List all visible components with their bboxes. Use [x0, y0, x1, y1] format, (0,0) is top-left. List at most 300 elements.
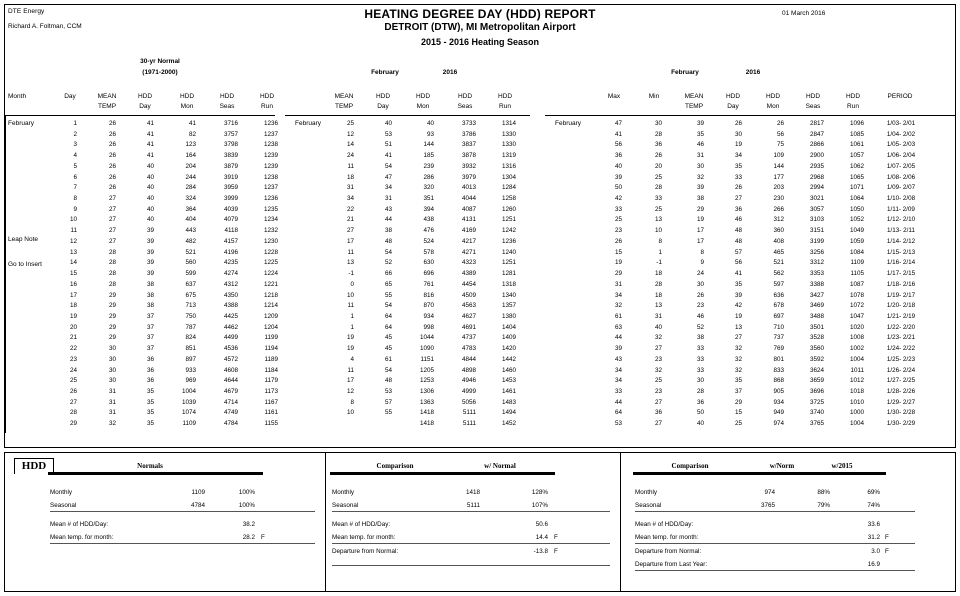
current-hdd-seas-28: 5111 [462, 409, 476, 417]
prior-hdd-run-29: 1004 [849, 420, 864, 428]
current-mean-temp-9: 22 [346, 205, 354, 213]
panel2-mean-temp-unit: F [554, 534, 558, 541]
normal-mean-temp-8: 27 [108, 195, 116, 203]
prior-mean-temp-18: 23 [696, 302, 704, 310]
header-rule-mid [285, 115, 530, 116]
normal-hdd-seas-4: 3839 [223, 152, 238, 160]
panel2-title-right: w/ Normal [484, 462, 516, 470]
current-hdd-seas-7: 4013 [461, 184, 476, 192]
prior-hdd-day-28: 15 [734, 409, 742, 417]
current-mean-temp-6: 18 [346, 173, 354, 181]
current-hdd-mon-17: 816 [423, 291, 434, 299]
normal-hdd-run-5: 1239 [263, 162, 278, 170]
prior-hdd-seas-29: 3765 [809, 420, 824, 428]
normal-hdd-seas-18: 4388 [223, 302, 238, 310]
current-hdd-seas-6: 3979 [461, 173, 476, 181]
current-hdd-mon-24: 1205 [419, 366, 434, 374]
go-to-insert-label: Go to Insert [8, 261, 42, 268]
prior-period-23: 1/25- 2/23 [886, 355, 916, 363]
normal-day-15: 15 [69, 270, 77, 278]
prior-hdd-mon-17: 636 [773, 291, 784, 299]
prior-period-22: 1/24- 2/22 [886, 345, 916, 353]
normal-day-9: 9 [73, 205, 77, 213]
prior-hdd-mon-24: 833 [773, 366, 784, 374]
normal-hdd-run-14: 1225 [263, 259, 278, 267]
prior-hdd-run-6: 1065 [849, 173, 864, 181]
colhead-normal-hdd-seas-line1: HDD [219, 93, 235, 100]
panel1-seasonal-value: 4784 [190, 502, 205, 509]
current-hdd-seas-14: 4323 [461, 259, 476, 267]
prior-min-2: 28 [654, 130, 662, 138]
normal-hdd-run-17: 1218 [263, 291, 278, 299]
current-hdd-day-21: 45 [384, 334, 392, 342]
prior-max-12: 26 [614, 237, 622, 245]
colhead-current-hdd-run [488, 92, 522, 112]
panel3-seasonal-pct1: 79% [817, 502, 830, 509]
panel1-seasonal-label: Seasonal [50, 502, 77, 509]
panel3-seasonal-pct2: 74% [867, 502, 880, 509]
current-hdd-day-1: 40 [384, 120, 392, 127]
prior-period-18: 1/20- 2/18 [886, 302, 916, 310]
normal-mean-temp-23: 30 [108, 355, 116, 363]
normal-hdd-run-28: 1161 [264, 409, 278, 417]
panel2-mean-hdd-label: Mean # of HDD/Day: [332, 521, 391, 528]
normal-mean-temp-1: 26 [108, 120, 116, 127]
current-hdd-mon-13: 578 [423, 248, 434, 256]
current-hdd-mon-3: 144 [423, 141, 434, 149]
colhead-prior-max [600, 92, 628, 102]
prior-max-1: 47 [614, 120, 622, 127]
prior-period-21: 1/23- 2/21 [886, 334, 916, 342]
prior-mean-temp-10: 19 [696, 216, 704, 224]
company-name: DTE Energy [8, 8, 45, 15]
prior-hdd-seas-23: 3592 [809, 355, 824, 363]
normal-hdd-run-7: 1237 [263, 184, 278, 192]
prior-hdd-day-18: 42 [734, 302, 742, 310]
colhead-normal-hdd-mon-line2: Mon [180, 103, 194, 110]
prior-hdd-mon-7: 203 [773, 184, 784, 192]
prior-period-24: 1/26- 2/24 [886, 366, 916, 374]
current-hdd-day-16: 65 [384, 280, 392, 288]
current-hdd-mon-15: 696 [423, 270, 434, 278]
colhead-day-line2: Day [64, 93, 76, 100]
panel2-monthly-value: 1418 [465, 489, 480, 496]
normal-hdd-day-24: 36 [146, 366, 154, 374]
colhead-prior-hdd-mon-line1: HDD [765, 93, 781, 100]
colhead-prior-mean-temp-line2: TEMP [684, 103, 704, 110]
normal-hdd-seas-11: 4118 [224, 227, 238, 235]
normal-hdd-seas-29: 4784 [223, 420, 238, 428]
current-mean-temp-7: 31 [346, 184, 354, 192]
current-hdd-run-7: 1284 [501, 184, 516, 192]
report-station: DETROIT (DTW), MI Metropolitan Airport [384, 22, 576, 33]
normal-mean-temp-27: 31 [108, 398, 116, 406]
normal-hdd-mon-27: 1039 [181, 398, 196, 406]
current-hdd-run-18: 1357 [501, 302, 516, 310]
prior-hdd-mon-19: 697 [773, 312, 784, 320]
current-hdd-run-22: 1420 [501, 345, 516, 353]
colhead-current-hdd-mon-line2: Mon [416, 103, 430, 110]
normal-hdd-day-13: 39 [146, 248, 154, 256]
prior-mean-temp-2: 35 [696, 130, 704, 138]
prior-hdd-run-9: 1050 [849, 205, 864, 213]
panel2-mean-temp-label: Mean temp. for month: [332, 534, 396, 541]
hdd-tag: HDD [14, 458, 54, 474]
prior-mean-temp-27: 36 [696, 398, 704, 406]
current-mean-temp-16: 0 [350, 280, 354, 288]
current-hdd-run-15: 1281 [501, 270, 516, 278]
current-hdd-day-7: 34 [384, 184, 392, 192]
prior-period-3: 1/05- 2/03 [886, 141, 916, 149]
current-hdd-seas-20: 4691 [461, 323, 476, 331]
prior-hdd-seas-18: 3469 [809, 302, 824, 310]
prior-hdd-mon-10: 312 [773, 216, 784, 224]
prior-min-5: 20 [654, 162, 662, 170]
current-hdd-day-20: 64 [384, 323, 392, 331]
prior-hdd-mon-3: 75 [776, 141, 784, 149]
normal-hdd-seas-3: 3798 [223, 141, 238, 149]
normal-mean-temp-3: 26 [108, 141, 116, 149]
prior-period-7: 1/09- 2/07 [886, 184, 916, 192]
normal-hdd-seas-6: 3919 [223, 173, 238, 181]
normal-hdd-seas-14: 4235 [223, 259, 238, 267]
vrule-left [5, 115, 6, 433]
normal-hdd-day-20: 37 [146, 323, 154, 331]
prior-hdd-day-23: 32 [734, 355, 742, 363]
prior-min-15: 18 [654, 270, 662, 278]
prior-hdd-seas-19: 3488 [809, 312, 824, 320]
panel3-monthly-pct2: 69% [867, 489, 880, 496]
prior-hdd-day-8: 27 [734, 195, 742, 203]
prior-min-18: 13 [654, 302, 662, 310]
prior-hdd-day-9: 36 [734, 205, 742, 213]
prior-max-17: 34 [614, 291, 622, 299]
panel3-title-left: Comparison [671, 462, 709, 470]
current-hdd-run-19: 1380 [501, 312, 516, 320]
current-hdd-run-2: 1330 [501, 130, 516, 138]
normal-hdd-day-15: 39 [146, 270, 154, 278]
prior-hdd-seas-24: 3624 [809, 366, 824, 374]
current-hdd-run-25: 1453 [501, 377, 516, 385]
colhead-prior-hdd-mon [756, 92, 790, 112]
normal-hdd-seas-9: 4039 [223, 205, 238, 213]
normal-mean-temp-10: 27 [108, 216, 116, 224]
prior-hdd-run-15: 1105 [850, 270, 864, 278]
current-mean-temp-17: 10 [346, 291, 354, 299]
current-hdd-mon-1: 40 [426, 120, 434, 127]
prior-hdd-seas-14: 3312 [809, 259, 824, 267]
current-hdd-day-24: 54 [384, 366, 392, 374]
current-hdd-day-14: 52 [384, 259, 392, 267]
prior-hdd-day-21: 27 [734, 334, 742, 342]
prior-hdd-seas-25: 3659 [809, 377, 824, 385]
prior-period-20: 1/22- 2/20 [886, 323, 916, 331]
panel1-monthly-value: 1109 [191, 489, 205, 496]
prior-hdd-day-19: 19 [734, 312, 742, 320]
colhead-prior-mean-temp [678, 92, 710, 112]
prior-hdd-run-11: 1049 [849, 227, 864, 235]
normal-hdd-seas-24: 4608 [223, 366, 238, 374]
current-hdd-mon-5: 239 [423, 162, 434, 170]
normal-day-19: 19 [69, 312, 77, 320]
normal-day-12: 12 [69, 237, 77, 245]
current-hdd-mon-26: 1306 [419, 388, 434, 395]
normal-mean-temp-21: 29 [108, 334, 116, 342]
colhead-prior-hdd-run-line1: HDD [845, 93, 861, 100]
group-current-month: February [371, 69, 399, 76]
current-hdd-day-22: 45 [384, 345, 392, 353]
prior-mean-temp-9: 29 [696, 205, 704, 213]
current-mean-temp-18: 11 [347, 302, 354, 310]
panel1-mean-temp-unit: F [261, 534, 265, 541]
normal-hdd-seas-16: 4312 [223, 280, 238, 288]
current-hdd-run-24: 1460 [501, 366, 516, 374]
prior-hdd-mon-8: 230 [773, 195, 784, 203]
colhead-day [55, 92, 85, 102]
panel3-mean-temp-unit: F [885, 534, 889, 541]
normal-day-21: 21 [69, 334, 77, 342]
normal-mean-temp-29: 32 [108, 420, 116, 428]
normal-hdd-day-18: 38 [146, 302, 154, 310]
current-hdd-day-27: 57 [384, 398, 392, 406]
panel1-mean-hdd-label: Mean # of HDD/Day: [50, 521, 109, 528]
prior-min-23: 23 [654, 355, 662, 363]
panel3-dep-normal-value: 3.0 [871, 548, 880, 555]
prior-min-14: -1 [656, 259, 662, 267]
current-hdd-mon-21: 1044 [419, 334, 434, 342]
current-hdd-run-17: 1340 [501, 291, 516, 299]
colhead-prior-hdd-day-line1: HDD [725, 93, 741, 100]
prior-hdd-mon-9: 266 [773, 205, 784, 213]
normal-hdd-day-14: 39 [146, 259, 154, 267]
current-mean-temp-26: 12 [346, 388, 354, 395]
prior-max-16: 31 [614, 280, 622, 288]
prior-hdd-mon-22: 769 [773, 345, 784, 353]
current-mean-temp-25: 17 [346, 377, 354, 385]
normal-mean-temp-12: 27 [108, 237, 116, 245]
current-mean-temp-15: -1 [348, 270, 354, 278]
prior-hdd-mon-11: 360 [773, 227, 784, 235]
current-hdd-seas-8: 4044 [461, 195, 476, 203]
current-hdd-run-26: 1461 [501, 388, 516, 395]
normal-day-2: 2 [73, 130, 77, 138]
normal-day-25: 25 [69, 377, 77, 385]
prior-period-28: 1/30- 2/28 [886, 409, 916, 417]
normal-mean-temp-17: 29 [108, 291, 116, 299]
prior-period-19: 1/21- 2/19 [886, 312, 916, 320]
prior-hdd-run-2: 1085 [849, 130, 864, 138]
prior-hdd-seas-21: 3528 [809, 334, 824, 342]
colhead-prior-hdd-run-line2: Run [847, 103, 859, 110]
current-hdd-seas-23: 4844 [461, 355, 476, 363]
prior-hdd-mon-29: 974 [773, 420, 784, 428]
prior-period-27: 1/29- 2/27 [886, 398, 916, 406]
prior-hdd-run-24: 1011 [850, 366, 864, 374]
prior-hdd-day-26: 37 [734, 388, 742, 395]
colhead-normal-hdd-day [130, 92, 160, 112]
normal-hdd-day-1: 41 [146, 120, 154, 127]
normal-day-11: 11 [70, 227, 77, 235]
colhead-normal-hdd-run-line2: Run [261, 103, 273, 110]
current-mean-temp-11: 27 [346, 227, 354, 235]
current-hdd-run-10: 1251 [501, 216, 516, 224]
normal-mean-temp-7: 26 [108, 184, 116, 192]
colhead-normal-hdd-run [250, 92, 284, 112]
current-hdd-day-2: 53 [384, 130, 392, 138]
normal-hdd-seas-21: 4499 [223, 334, 238, 342]
normal-hdd-mon-17: 675 [185, 291, 196, 299]
normal-hdd-seas-23: 4572 [223, 355, 238, 363]
colhead-current-mean-temp [328, 92, 360, 112]
prior-mean-temp-12: 17 [696, 237, 704, 245]
summary-divider-2 [620, 453, 621, 592]
current-hdd-day-11: 38 [384, 227, 392, 235]
panel3-monthly-label: Monthly [635, 489, 658, 496]
panel3-mean-temp-value: 31.2 [867, 534, 880, 541]
normal-hdd-day-26: 35 [146, 388, 154, 395]
normal-hdd-day-7: 40 [146, 184, 154, 192]
prior-mean-temp-29: 40 [696, 420, 704, 428]
panel1-rule-2 [50, 543, 315, 544]
prior-period-13: 1/15- 2/13 [886, 248, 916, 256]
colhead-prior-mean-temp-line1: MEAN [684, 93, 704, 100]
colhead-normal-hdd-seas [210, 92, 244, 112]
current-hdd-mon-28: 1418 [419, 409, 434, 417]
normal-hdd-run-8: 1236 [263, 195, 278, 203]
normal-day-1: 1 [73, 120, 77, 127]
current-hdd-mon-7: 320 [423, 184, 434, 192]
prior-hdd-day-11: 48 [734, 227, 742, 235]
prior-hdd-run-16: 1087 [849, 280, 864, 288]
colhead-normal-mean-temp-line2: TEMP [97, 103, 117, 110]
prior-hdd-day-27: 29 [734, 398, 742, 406]
normal-hdd-run-18: 1214 [263, 302, 278, 310]
normal-hdd-run-2: 1237 [263, 130, 278, 138]
panel3-seasonal-value: 3765 [760, 502, 775, 509]
normal-hdd-mon-1: 41 [188, 120, 196, 127]
summary-divider-1 [325, 453, 326, 592]
normal-hdd-day-27: 35 [146, 398, 154, 406]
prior-max-24: 34 [614, 366, 622, 374]
normal-hdd-mon-22: 851 [185, 345, 196, 353]
normal-hdd-day-16: 38 [146, 280, 154, 288]
normal-mean-temp-5: 26 [108, 162, 116, 170]
colhead-prior-min [640, 92, 668, 102]
current-hdd-seas-15: 4389 [461, 270, 476, 278]
normal-hdd-day-9: 40 [146, 205, 154, 213]
prior-max-28: 64 [614, 409, 622, 417]
panel1-mean-temp-value: 28.2 [242, 534, 255, 541]
current-hdd-run-28: 1494 [501, 409, 516, 417]
prior-hdd-seas-20: 3501 [809, 323, 824, 331]
current-mean-temp-19: 1 [350, 312, 354, 320]
prior-min-8: 33 [654, 195, 662, 203]
prior-hdd-day-15: 41 [734, 270, 742, 278]
normal-hdd-run-22: 1194 [264, 345, 278, 353]
prior-hdd-run-12: 1059 [849, 237, 864, 245]
current-hdd-mon-19: 934 [423, 312, 434, 320]
panel3-mean-hdd-value: 33.6 [867, 521, 880, 528]
current-hdd-seas-10: 4131 [461, 216, 476, 224]
normal-hdd-mon-16: 637 [185, 280, 196, 288]
current-hdd-day-12: 48 [384, 237, 392, 245]
current-hdd-seas-2: 3786 [461, 130, 476, 138]
prior-period-10: 1/12- 2/10 [886, 216, 916, 224]
normal-hdd-mon-15: 599 [185, 270, 196, 278]
panel3-dep-last-label: Departure from Last Year: [635, 561, 708, 568]
normal-hdd-seas-26: 4679 [223, 388, 238, 395]
prior-hdd-seas-4: 2900 [809, 152, 824, 160]
current-hdd-run-9: 1260 [501, 205, 516, 213]
prior-max-10: 25 [614, 216, 622, 224]
prior-period-17: 1/19- 2/17 [886, 291, 916, 299]
current-mean-temp-4: 24 [346, 152, 354, 160]
prior-hdd-day-22: 32 [734, 345, 742, 353]
colhead-normal-hdd-day-line1: HDD [137, 93, 153, 100]
prior-hdd-day-13: 57 [734, 248, 742, 256]
colhead-prior-hdd-seas-line2: Seas [805, 103, 821, 110]
panel2-rule-3 [332, 565, 610, 566]
panel1-rule-1 [50, 511, 315, 512]
prior-min-4: 26 [654, 152, 662, 160]
normal-hdd-seas-25: 4644 [223, 377, 238, 385]
prior-period-9: 1/11- 2/09 [887, 205, 915, 213]
current-hdd-run-1: 1314 [501, 120, 516, 127]
prior-hdd-day-17: 39 [734, 291, 742, 299]
prior-hdd-run-13: 1084 [849, 248, 864, 256]
normal-hdd-mon-21: 824 [185, 334, 196, 342]
panel3-thick-rule [633, 472, 886, 475]
panel2-monthly-pct: 128% [531, 489, 548, 496]
current-mean-temp-13: 11 [347, 248, 354, 256]
colhead-prior-hdd-day [718, 92, 748, 112]
current-hdd-run-27: 1483 [501, 398, 516, 406]
current-hdd-mon-23: 1151 [420, 355, 434, 363]
normal-hdd-mon-11: 443 [185, 227, 196, 235]
prior-hdd-seas-8: 3021 [809, 195, 824, 203]
colhead-current-hdd-seas [448, 92, 482, 112]
normal-hdd-mon-19: 750 [185, 312, 196, 320]
normal-hdd-day-21: 37 [146, 334, 154, 342]
prior-hdd-mon-20: 710 [773, 323, 784, 331]
prior-min-1: 30 [654, 120, 662, 127]
normal-day-14: 14 [69, 259, 77, 267]
normal-hdd-run-20: 1204 [263, 323, 278, 331]
prior-hdd-mon-15: 562 [773, 270, 784, 278]
prior-hdd-day-7: 26 [734, 184, 742, 192]
current-hdd-day-3: 51 [384, 141, 392, 149]
normal-hdd-day-28: 35 [146, 409, 154, 417]
normal-hdd-seas-19: 4425 [223, 312, 238, 320]
prior-max-21: 44 [614, 334, 622, 342]
normal-mean-temp-9: 27 [108, 205, 116, 213]
prior-hdd-seas-13: 3256 [809, 248, 824, 256]
current-hdd-mon-12: 524 [423, 237, 434, 245]
prior-hdd-run-27: 1010 [849, 398, 864, 406]
prior-hdd-seas-22: 3560 [809, 345, 824, 353]
prior-mean-temp-11: 17 [696, 227, 704, 235]
prior-hdd-day-2: 30 [734, 130, 742, 138]
current-hdd-run-13: 1240 [501, 248, 516, 256]
normal-day-26: 26 [69, 388, 77, 395]
normal-hdd-mon-7: 284 [185, 184, 196, 192]
prior-hdd-mon-13: 465 [773, 248, 784, 256]
prior-hdd-day-14: 56 [734, 259, 742, 267]
prior-min-3: 36 [654, 141, 662, 149]
normal-hdd-mon-26: 1004 [181, 388, 196, 395]
prior-max-19: 61 [614, 312, 622, 320]
normal-hdd-seas-15: 4274 [223, 270, 238, 278]
